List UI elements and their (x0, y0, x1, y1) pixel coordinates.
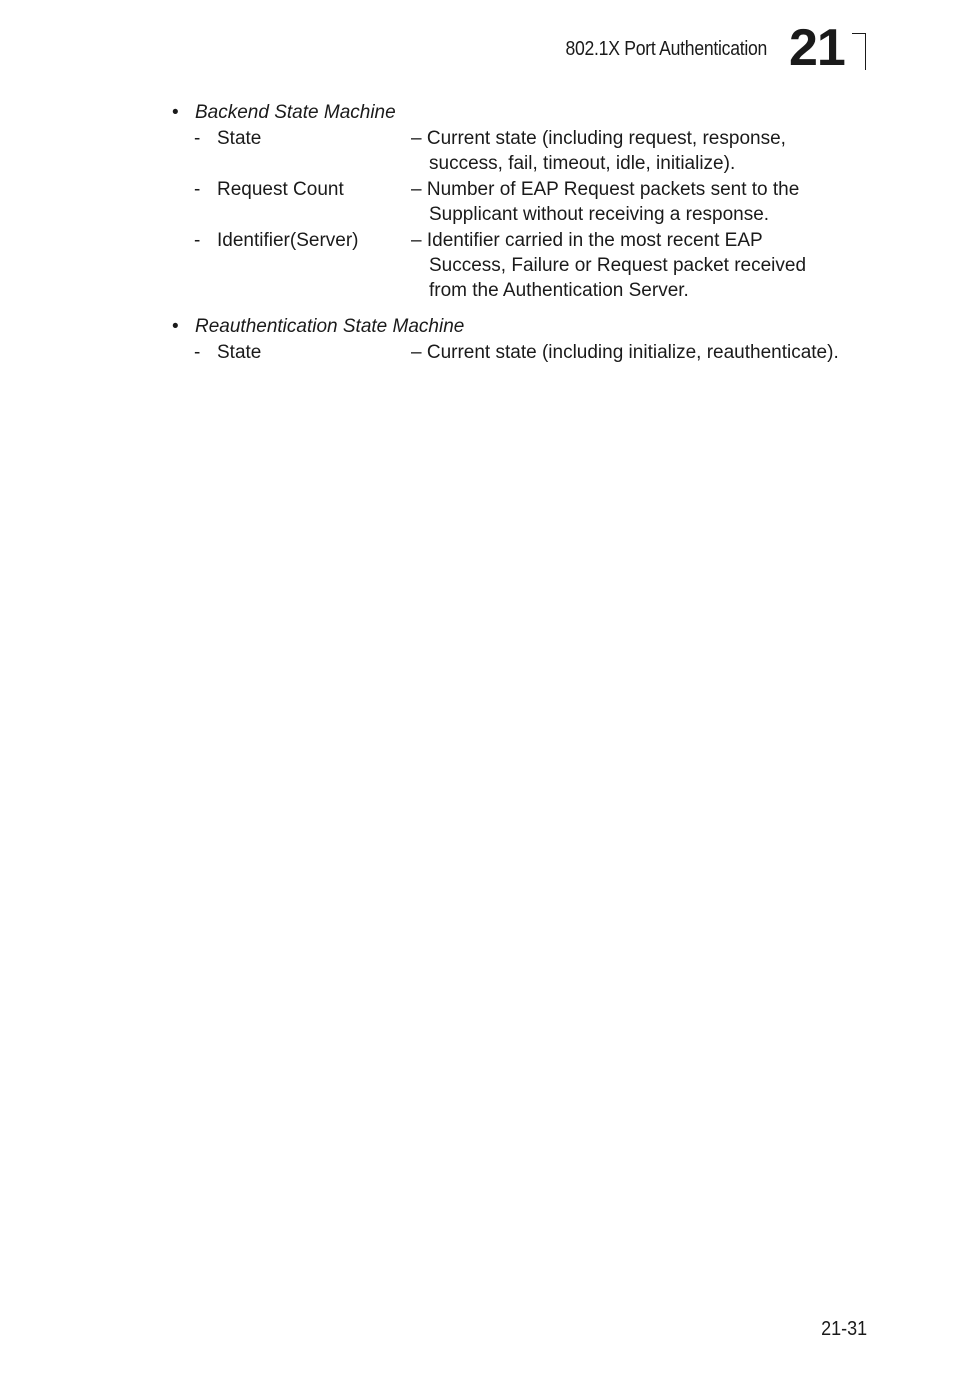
section-label: Reauthentication State Machine (195, 316, 465, 337)
section-heading (172, 100, 872, 126)
page-number: 21-31 (820, 1318, 867, 1340)
description-line: – Number of EAP Request packets sent to the (411, 179, 800, 200)
list-item (172, 177, 872, 227)
dash-marker: - (194, 179, 201, 200)
dash-marker: - (194, 230, 201, 251)
item-description (411, 340, 872, 365)
description-line: Supplicant without receiving a response. (429, 204, 770, 225)
dash-marker: - (194, 128, 201, 149)
chapter-number: 21 (789, 19, 845, 77)
item-term: Identifier(Server) (217, 230, 359, 251)
description-line: – Current state (including request, response, (411, 128, 786, 149)
description-line: Success, Failure or Request packet received (429, 255, 807, 276)
dash-marker: - (194, 342, 201, 363)
list-item (172, 126, 872, 176)
section-backend-state-machine (172, 100, 872, 304)
bullet-icon: • (172, 102, 179, 123)
section-reauthentication-state-machine (172, 314, 872, 366)
section-heading (172, 314, 872, 340)
item-term: Request Count (217, 179, 344, 200)
item-description (411, 228, 872, 303)
description-line: from the Authentication Server. (429, 280, 689, 301)
description-line: – Current state (including initialize, reauthenticate). (411, 342, 839, 363)
running-header-title: 802.1X Port Authentication (565, 38, 767, 60)
section-label: Backend State Machine (195, 102, 396, 123)
description-line: success, fail, timeout, idle, initialize). (429, 153, 736, 174)
bullet-icon: • (172, 316, 179, 337)
item-term: State (217, 342, 262, 363)
chapter-rule (865, 33, 866, 70)
list-item (172, 340, 872, 365)
list-item (172, 228, 872, 303)
item-description (411, 177, 872, 227)
description-line: – Identifier carried in the most recent EAP (411, 230, 763, 251)
chapter-rule-top (852, 33, 866, 34)
item-term: State (217, 128, 262, 149)
item-description (411, 126, 872, 176)
